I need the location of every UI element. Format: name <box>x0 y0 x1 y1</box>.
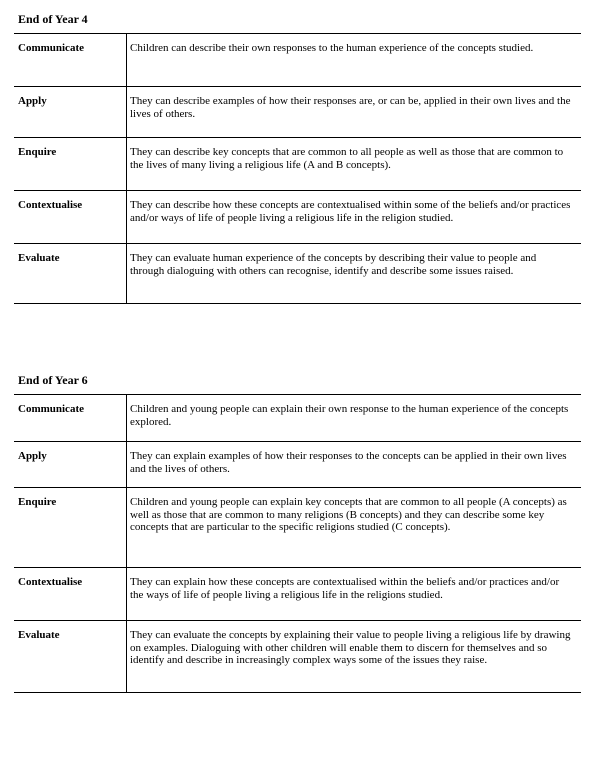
row-text: They can evaluate human experience of the concepts by describing their value to people and through dialoguing with others can recognise, identify and describe some issues raised. <box>130 252 537 277</box>
row-label: Contextualise <box>14 191 127 244</box>
row-label: Apply <box>14 87 127 138</box>
row-text: They can describe examples of how their responses are, or can be, applied in their own lives and the lives of others. <box>130 95 571 120</box>
row-text: They can describe key concepts that are common to all people as well as those that are common to the lives of many living a religious life (A and B concepts). <box>130 146 564 171</box>
year6-table <box>14 394 581 693</box>
row-label: Contextualise <box>14 568 127 621</box>
table-row <box>14 244 581 304</box>
row-label: Evaluate <box>14 621 127 693</box>
table-row <box>14 621 581 693</box>
row-label: Evaluate <box>14 244 127 304</box>
row-text: Children and young people can explain key concepts that are common to all people (A concepts) as well as those that are common to many religions (B concepts) and they can describe some key concepts that are particular to the specific religions studied (C concepts). <box>130 496 567 533</box>
row-label: Communicate <box>14 34 127 87</box>
row-text: They can describe how these concepts are contextualised within some of the beliefs and/or practices and/or ways of life of people living a religious life in the religion studied. <box>130 199 571 224</box>
table-row <box>14 87 581 138</box>
year4-section <box>14 12 581 304</box>
row-text: Children and young people can explain their own response to the human experience of the concepts explored. <box>130 403 569 428</box>
table-row <box>14 191 581 244</box>
table-row <box>14 138 581 191</box>
table-row <box>14 395 581 442</box>
row-label: Apply <box>14 442 127 488</box>
row-text: They can explain how these concepts are contextualised within the beliefs and/or practices and/or the ways of life of people living a religious life in the religions studied. <box>130 576 560 601</box>
section-title: End of Year 4 <box>18 12 88 26</box>
section-title: End of Year 6 <box>18 373 88 387</box>
table-row <box>14 488 581 568</box>
table-row <box>14 568 581 621</box>
row-label: Enquire <box>14 138 127 191</box>
row-label: Enquire <box>14 488 127 568</box>
table-row <box>14 442 581 488</box>
table-row <box>14 34 581 87</box>
year4-table <box>14 33 581 304</box>
row-text: Children can describe their own responses to the human experience of the concepts studied. <box>130 42 534 54</box>
row-text: They can explain examples of how their responses to the concepts can be applied in their own lives and the lives of others. <box>130 450 567 475</box>
row-text: They can evaluate the concepts by explaining their value to people living a religious life by drawing on examples. Dialoguing with other children will enable them to discern for themselves and so identify and describe in increasingly complex ways some of the issues they raise. <box>130 629 571 666</box>
year6-section <box>14 373 581 693</box>
row-label: Communicate <box>14 395 127 442</box>
